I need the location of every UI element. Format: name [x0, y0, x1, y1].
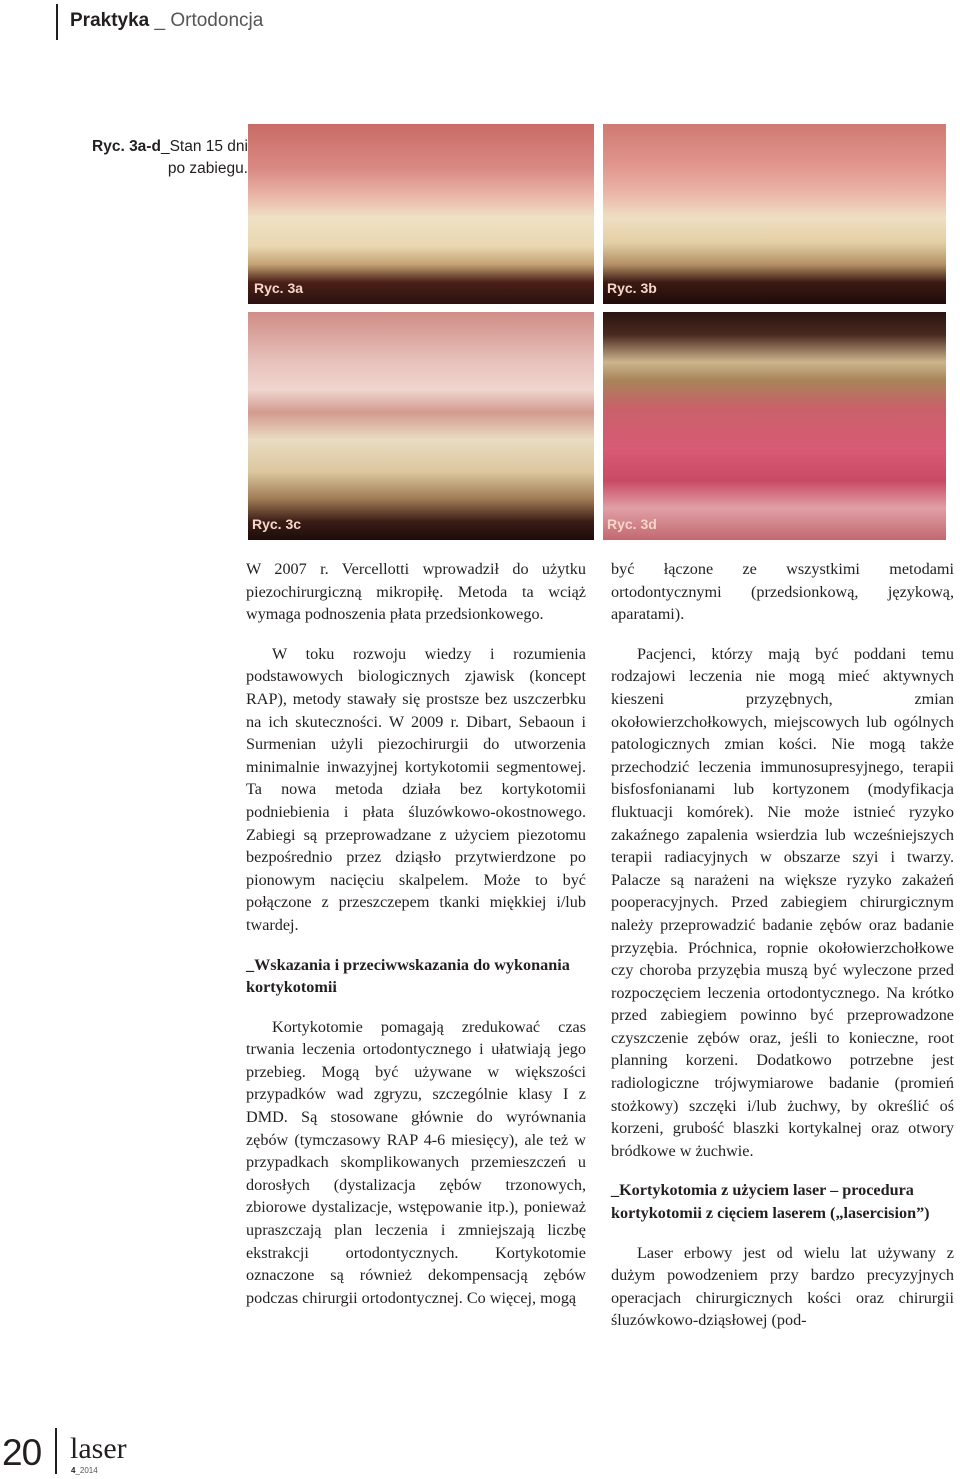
magazine-title: laser — [70, 1432, 127, 1465]
left-paragraph-2: W toku rozwoju wiedzy i rozumienia podstawowych biologicznych zjawisk (koncept RAP), metody stawały się prostsze bez uszczerbku na ich skuteczności. W 2009 r. Dibart, Sebaoun i Surmenian użyli piezochirurgii do utworzenia minimalnie inwazyjnej kortykotomii segmentowej. Ta nowa metoda działa bez kortykotomii podniebienia i płata śluzówkowo-okostnowego. Zabiegi są przeprowadzane z użyciem piezotomu bezpośrednio przez dziąsło przytwierdzone po pionowym nacięciu skalpelem. Może to być połączone z przeszczepem tkanki miękkiej i/lub twardej. — [246, 644, 586, 934]
photo-3a — [248, 124, 594, 304]
photo-3c — [248, 312, 594, 540]
header-subsection: _ Ortodoncja — [149, 10, 264, 31]
caption-text-1: Stan 15 dni — [169, 138, 248, 155]
issue-info — [71, 1466, 98, 1475]
right-paragraph-3: Laser erbowy jest od wielu lat używany z dużym powodzeniem przy bardzo precyzyjnych operacjach chirurgicznych kości oraz chirurgii śluzówkowo-dziąsłowej (pod- — [611, 1243, 954, 1330]
page-number: 20 — [2, 1432, 42, 1473]
photo-3d — [603, 312, 946, 540]
issue-year: _2014 — [75, 1466, 98, 1475]
right-column — [611, 558, 954, 1332]
left-paragraph-3: Kortykotomie pomagają zredukować czas trwania leczenia ortodontycznego i ułatwiają jego przebieg. Mogą być używane w większości przypadków wad zgryzu, szczególnie klasy I z DMD. Są stosowane głównie do wyrównania zębów (tymczasowy RAP 4-6 miesięcy), ale też w przypadkach skomplikowanych przemieszczeń u dorosłych (dystalizacja zębów trzonowych, zbiorowe dystalizacje, wstępowanie itp.), ponieważ upraszczają plan leczenia i zmniejszają liczbę ekstrakcji ortodontycznych. Kortykotomie oznaczone są również dekompensacją zębów podczas chirurgii ortodontycznej. Co więcej, mogą — [246, 1017, 586, 1307]
figure-caption — [40, 136, 248, 180]
photo-label-3b: Ryc. 3b — [607, 280, 657, 296]
header-divider — [56, 4, 58, 40]
caption-separator: _ — [160, 138, 170, 155]
left-paragraph-1: W 2007 r. Vercellotti wprowadził do użytku piezochirurgiczną mikropiłę. Metoda ta wciąż wymaga podnoszenia płata przedsionkowego. — [246, 560, 586, 624]
right-section-heading: _Kortykotomia z użyciem laser – procedura kortykotomii z cięciem laserem („lasercision”) — [611, 1181, 930, 1223]
left-column — [246, 558, 586, 1309]
right-paragraph-1: być łączone ze wszystkimi metodami ortodontycznymi (przedsionkową, językową, aparatami). — [611, 560, 954, 624]
running-header — [70, 10, 263, 32]
caption-label: Ryc. 3a-d — [92, 138, 161, 155]
header-section: Praktyka — [70, 10, 150, 31]
right-paragraph-2: Pacjenci, którzy mają być poddani temu rodzajowi leczenia nie mogą mieć aktywnych kieszeni przyzębnych, zmian okołowierzchołkowych, miejscowych lub ogólnych patologicznych zmian kości. Nie mogą także przechodzić leczenia immunosupresyjnego, terapii bisfosfonianami lub kortyzonem (modyfikacja fluktuacji komórek). Nie może istnieć ryzyko zakaźnego zapalenia wsierdzia lub wcześniejszych terapii radiacyjnych w obszarze szyi i twarzy. Palacze są narażeni na większe ryzyko zakażeń pooperacyjnych. Przed zabiegiem chirurgicznym należy przeprowadzić badanie zębów oraz badanie przyzębia. Próchnica, ropnie okołowierzchołkowe czy choroba przyzębia muszą być wyleczone przed rozpoczęciem leczenia ortodontycznego. Na krótko przed zabiegiem powinno być przeprowadzone czyszczenie zębów oraz, jeśli to konieczne, root planning korzeni. Dodatkowo potrzebne jest radiologiczne trójwymiarowe badanie (promień stożkowy) szczęki i/lub żuchwy, by określić oś korzeni, grubość blaszki kortykalnej oraz otwory bródkowe w żuchwie. — [611, 644, 954, 1160]
footer-divider — [55, 1428, 57, 1474]
caption-text-2: po zabiegu. — [167, 160, 248, 177]
photo-label-3c: Ryc. 3c — [252, 516, 302, 532]
photo-label-3a: Ryc. 3a — [254, 280, 304, 296]
photo-3b — [603, 124, 946, 304]
left-section-heading: _Wskazania i przeciwwskazania do wykonania kortykotomii — [246, 955, 570, 997]
issue-number: 4 — [71, 1466, 76, 1475]
photo-label-3d: Ryc. 3d — [607, 516, 657, 532]
